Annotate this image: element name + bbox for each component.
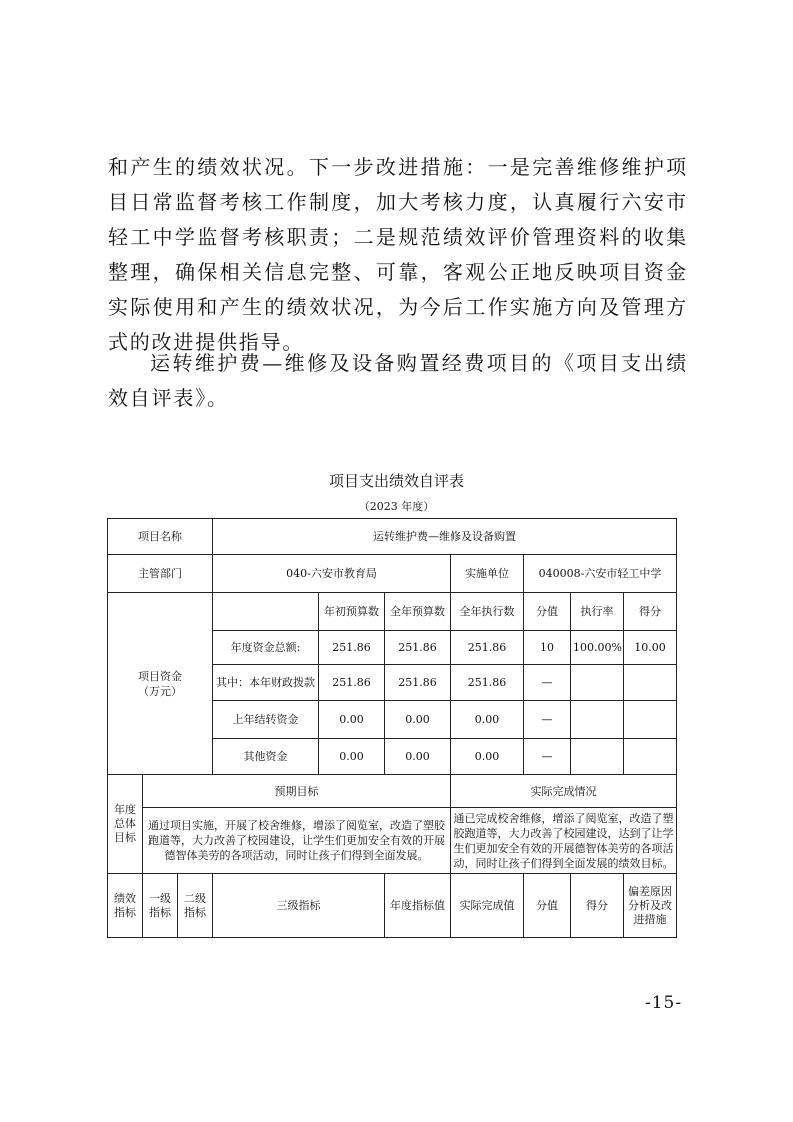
perf-indicator-label: 绩效指标	[108, 874, 143, 938]
funds-cell	[571, 739, 624, 775]
actual-completion-header: 实际完成情况	[451, 775, 677, 808]
dept-value: 040-六安市教育局	[213, 555, 451, 593]
funds-row-label: 其他资金	[213, 739, 319, 775]
impl-unit-value: 040008-六安市轻工中学	[524, 555, 677, 593]
deviation-header: 偏差原因分析及改进措施	[624, 874, 677, 938]
funds-header-col1: 年初预算数	[319, 593, 385, 631]
funds-row-label: 其中：本年财政拨款	[213, 665, 319, 701]
table-row	[108, 775, 677, 808]
table-title: 项目支出绩效自评表	[328, 472, 464, 490]
funds-cell: —	[524, 701, 571, 739]
body-paragraph-2: 运转维护费—维修及设备购置经费项目的《项目支出绩效自评表》。	[108, 351, 688, 410]
funds-header-col3: 全年执行数	[451, 593, 524, 631]
project-name-label: 项目名称	[108, 519, 213, 555]
funds-cell	[624, 665, 677, 701]
table-row	[108, 519, 677, 555]
self-evaluation-table	[107, 518, 677, 938]
funds-cell	[624, 701, 677, 739]
actual-completion-text: 通已完成校舍维修，增添了阅览室，改造了塑胶跑道等，大力改善了校园建设，达到了让学生们更加安全有效的开展德智体美劳的各项活动，同时让孩子们得到全面发展的绩效目标。	[451, 808, 677, 874]
table-row	[108, 874, 677, 938]
expected-goal-text: 通过项目实施，开展了校舍维修，增添了阅览室，改造了塑胶跑道等，大力改善了校园建设，让学生们更加安全有效的开展德智体美劳的各项活动，同时让孩子们得到全面发展。	[143, 808, 451, 874]
funds-cell: —	[524, 739, 571, 775]
funds-cell: 251.86	[385, 631, 451, 665]
funds-header-col4: 分值	[524, 593, 571, 631]
funds-row-label: 上年结转资金	[213, 701, 319, 739]
dept-label: 主管部门	[108, 555, 213, 593]
table-row	[108, 555, 677, 593]
expected-goal-header: 预期目标	[143, 775, 451, 808]
funds-header-col6: 得分	[624, 593, 677, 631]
funds-cell: 0.00	[385, 701, 451, 739]
funds-cell: 251.86	[451, 665, 524, 701]
impl-unit-label: 实施单位	[451, 555, 524, 593]
funds-cell: 10.00	[624, 631, 677, 665]
funds-cell: 251.86	[451, 631, 524, 665]
funds-cell: 0.00	[319, 701, 385, 739]
funds-cell: 251.86	[385, 665, 451, 701]
funds-cell: 0.00	[385, 739, 451, 775]
score-value-header: 分值	[524, 874, 571, 938]
funds-cell	[571, 701, 624, 739]
funds-cell: 0.00	[319, 739, 385, 775]
table-row	[108, 593, 677, 631]
funds-cell	[624, 739, 677, 775]
level3-indicator-header: 三级指标	[213, 874, 385, 938]
funds-header-col5: 执行率	[571, 593, 624, 631]
overall-goal-label: 年度总体目标	[108, 775, 143, 874]
funds-header-col2: 全年预算数	[385, 593, 451, 631]
table-year: （2023 年度）	[358, 500, 435, 513]
level2-indicator-header: 二级指标	[178, 874, 213, 938]
project-name-value: 运转维护费—维修及设备购置	[213, 519, 677, 555]
funds-label: 项目资金 （万元）	[108, 593, 213, 775]
funds-cell: 0.00	[451, 701, 524, 739]
level1-indicator-header: 一级指标	[143, 874, 178, 938]
page-number: -15-	[645, 993, 683, 1013]
body-paragraph-1: 和产生的绩效状况。下一步改进措施：一是完善维修维护项目日常监督考核工作制度，加大考核力度，认真履行六安市轻工中学监督考核职责；二是规范绩效评价管理资料的收集整理，确保相关信息完整、可靠，客观公正地反映项目资金实际使用和产生的绩效状况，为今后工作实施方向及管理方式的改进提供指导。	[108, 155, 688, 354]
score-header: 得分	[571, 874, 624, 938]
funds-header-blank	[213, 593, 319, 631]
funds-cell: 251.86	[319, 631, 385, 665]
funds-cell: 0.00	[451, 739, 524, 775]
funds-cell: —	[524, 665, 571, 701]
funds-cell: 10	[524, 631, 571, 665]
funds-cell: 100.00%	[571, 631, 624, 665]
funds-row-label: 年度资金总额:	[213, 631, 319, 665]
actual-value-header: 实际完成值	[451, 874, 524, 938]
funds-cell	[571, 665, 624, 701]
funds-cell: 251.86	[319, 665, 385, 701]
annual-value-header: 年度指标值	[385, 874, 451, 938]
table-row	[108, 808, 677, 874]
